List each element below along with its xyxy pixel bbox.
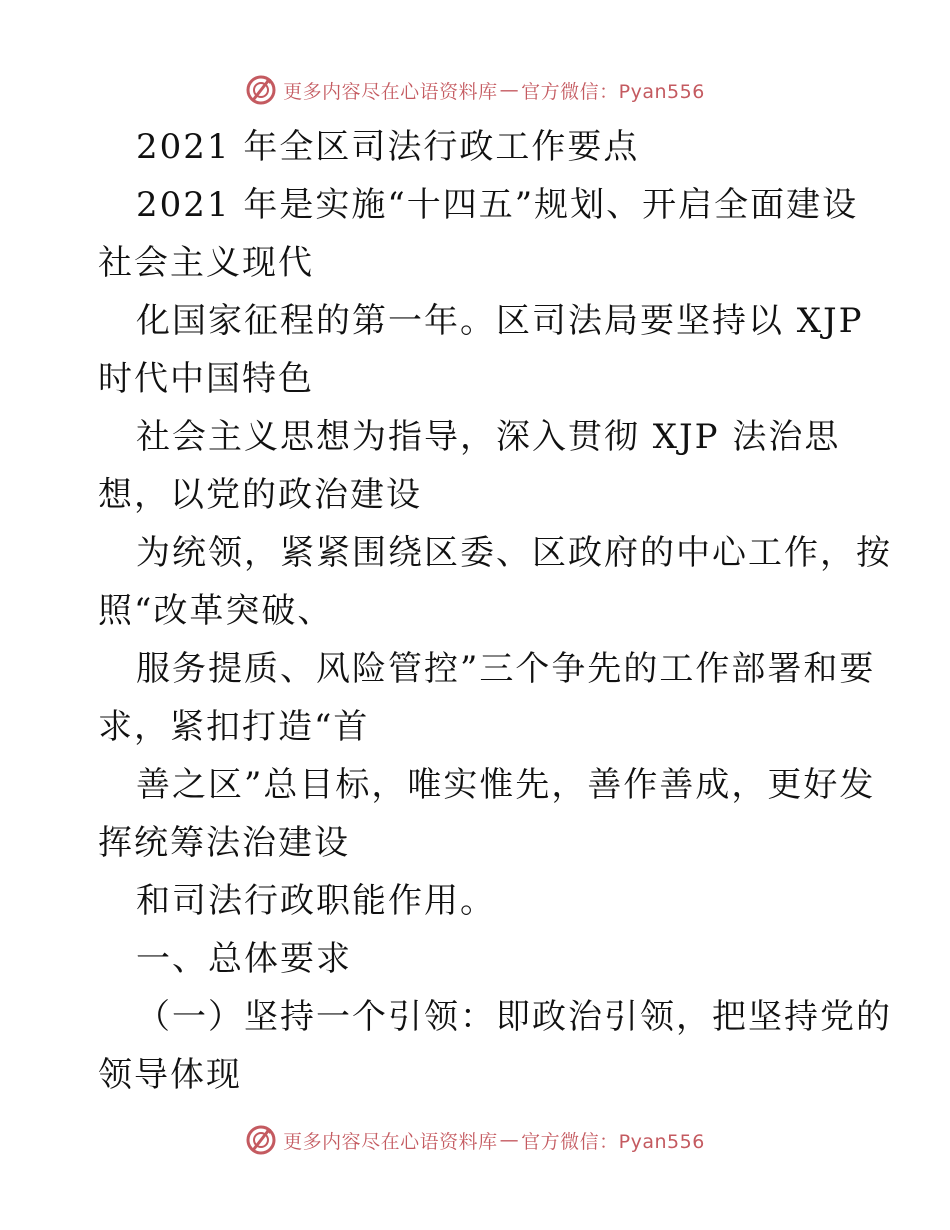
paragraph-line: 为统领，紧紧围绕区委、区政府的中心工作，按 (136, 533, 892, 573)
header-watermark (0, 70, 950, 110)
paragraph-line: 善之区”总目标，唯实惟先，善作善成，更好发 (136, 765, 876, 805)
watermark-contact: 官方微信：Pyan556 (521, 1130, 705, 1153)
section-heading: 一、总体要求 (136, 939, 352, 979)
logo-icon (245, 1124, 277, 1156)
paragraph-line: 和司法行政职能作用。 (136, 881, 496, 921)
paragraph-line: 服务提质、风险管控”三个争先的工作部署和要 (136, 649, 876, 689)
watermark-contact: 官方微信：Pyan556 (521, 80, 705, 103)
paragraph-line: 领导体现 (98, 1055, 242, 1095)
paragraph-line: 照“改革突破、 (98, 591, 334, 631)
watermark-text: 更多内容尽在心语资料库 (283, 80, 498, 103)
paragraph-line: 社会主义思想为指导，深入贯彻 XJP 法治思 (136, 417, 841, 457)
paragraph-line: 想，以党的政治建设 (98, 475, 422, 515)
watermark-separator: — (499, 79, 520, 101)
document-title: 2021 年全区司法行政工作要点 (136, 127, 640, 167)
watermark-text: 更多内容尽在心语资料库 (283, 1130, 498, 1153)
subsection-line: （一）坚持一个引领：即政治引领，把坚持党的 (136, 997, 892, 1037)
paragraph-line: 求，紧扣打造“首 (98, 707, 370, 747)
watermark-separator: — (499, 1129, 520, 1151)
footer-watermark (0, 1120, 950, 1160)
document-body (98, 118, 892, 1104)
paragraph-line: 社会主义现代 (98, 243, 314, 283)
paragraph-line: 时代中国特色 (98, 359, 314, 399)
logo-icon (245, 74, 277, 106)
paragraph-line: 化国家征程的第一年。区司法局要坚持以 XJP (136, 301, 864, 341)
paragraph-line: 挥统筹法治建设 (98, 823, 350, 863)
paragraph-line: 2021 年是实施“十四五”规划、开启全面建设 (136, 185, 859, 225)
